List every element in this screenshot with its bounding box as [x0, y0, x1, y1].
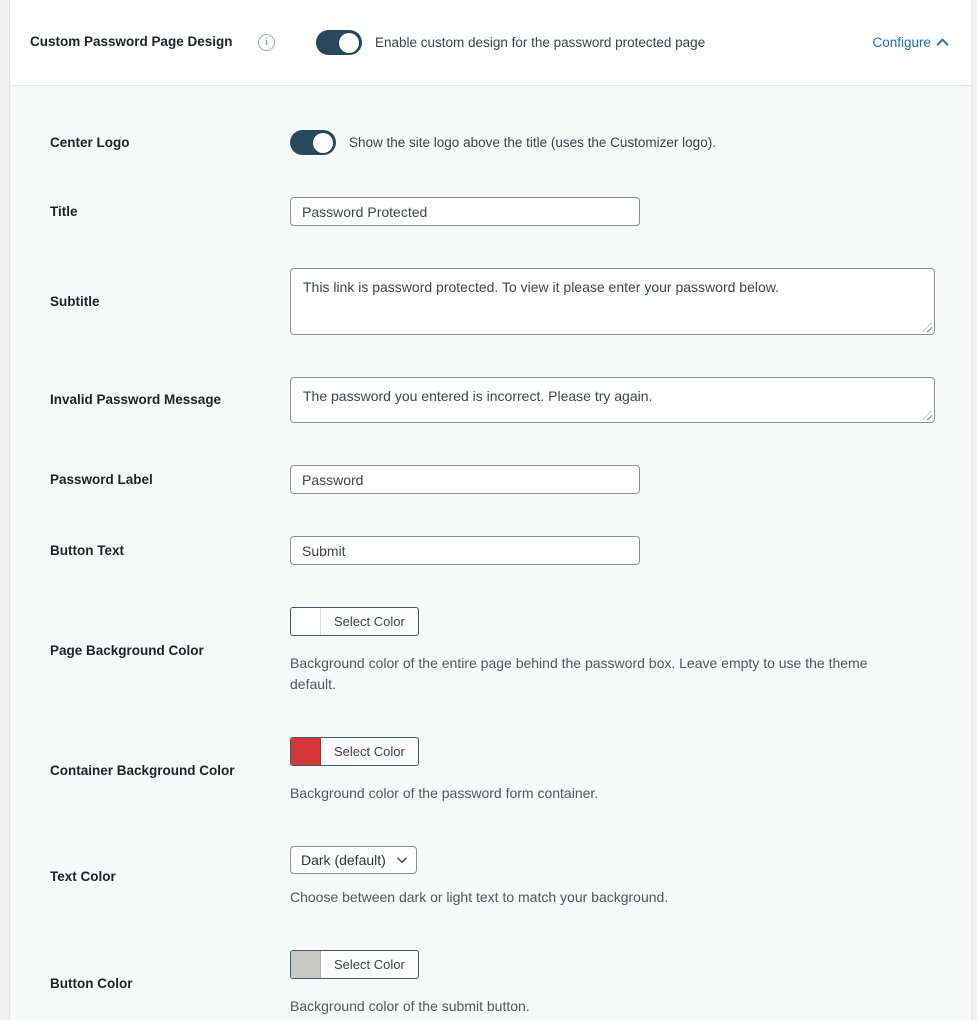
- container-background-color-label: Container Background Color: [50, 762, 235, 778]
- color-swatch: [291, 951, 321, 978]
- text-color-label: Text Color: [50, 869, 116, 885]
- subtitle-textarea[interactable]: [290, 268, 935, 335]
- row-button-text: [50, 536, 935, 565]
- chevron-up-icon: [936, 36, 949, 49]
- page-background-color-picker-button[interactable]: [290, 607, 419, 636]
- title-label: Title: [50, 203, 78, 219]
- password-label-label: Password Label: [50, 471, 153, 487]
- row-center-logo: [50, 130, 935, 155]
- text-color-description: Choose between dark or light text to match your background.: [290, 889, 669, 905]
- row-button-color: [50, 950, 935, 1017]
- invalid-password-message-textarea[interactable]: [290, 377, 935, 423]
- button-text-label: Button Text: [50, 542, 124, 558]
- button-color-picker-button[interactable]: [290, 950, 419, 979]
- select-color-label: Select Color: [334, 744, 405, 759]
- page-background-color-description: Background color of the entire page behind the password box. Leave empty to use the theme default.: [290, 655, 868, 692]
- row-container-background-color: [50, 737, 935, 804]
- center-logo-description: Show the site logo above the title (uses the Customizer logo).: [349, 135, 716, 150]
- password-label-input[interactable]: [290, 465, 640, 494]
- container-background-color-description: Background color of the password form container.: [290, 785, 599, 801]
- title-input[interactable]: [290, 197, 640, 226]
- center-logo-toggle[interactable]: [290, 130, 336, 155]
- button-color-label: Button Color: [50, 975, 133, 991]
- color-swatch: [291, 608, 321, 635]
- subtitle-label: Subtitle: [50, 293, 100, 309]
- row-invalid-password-message: [50, 377, 935, 423]
- container-background-color-picker-button[interactable]: [290, 737, 419, 766]
- enable-description: Enable custom design for the password protected page: [375, 35, 706, 50]
- button-color-description: Background color of the submit button.: [290, 998, 530, 1014]
- select-color-label: Select Color: [334, 957, 405, 972]
- info-icon[interactable]: i: [258, 34, 275, 51]
- color-swatch: [291, 738, 321, 765]
- select-color-label: Select Color: [334, 614, 405, 629]
- toggle-knob: [339, 33, 359, 53]
- row-page-background-color: [50, 607, 935, 695]
- enable-toggle[interactable]: [316, 30, 362, 55]
- card-header: [10, 0, 971, 86]
- page-background-color-label: Page Background Color: [50, 643, 204, 659]
- configure-label: Configure: [872, 35, 931, 50]
- row-password-label: [50, 465, 935, 494]
- row-text-color: [50, 846, 935, 908]
- button-text-input[interactable]: [290, 536, 640, 565]
- toggle-knob: [313, 133, 333, 153]
- configure-link[interactable]: [872, 35, 949, 50]
- section-title: Custom Password Page Design: [30, 34, 233, 50]
- settings-card: [9, 0, 972, 1020]
- row-subtitle: [50, 268, 935, 335]
- invalid-password-message-label: Invalid Password Message: [50, 392, 222, 408]
- card-body: [10, 86, 971, 1020]
- row-title: [50, 197, 935, 226]
- text-color-select[interactable]: [290, 846, 417, 874]
- center-logo-label: Center Logo: [50, 134, 130, 150]
